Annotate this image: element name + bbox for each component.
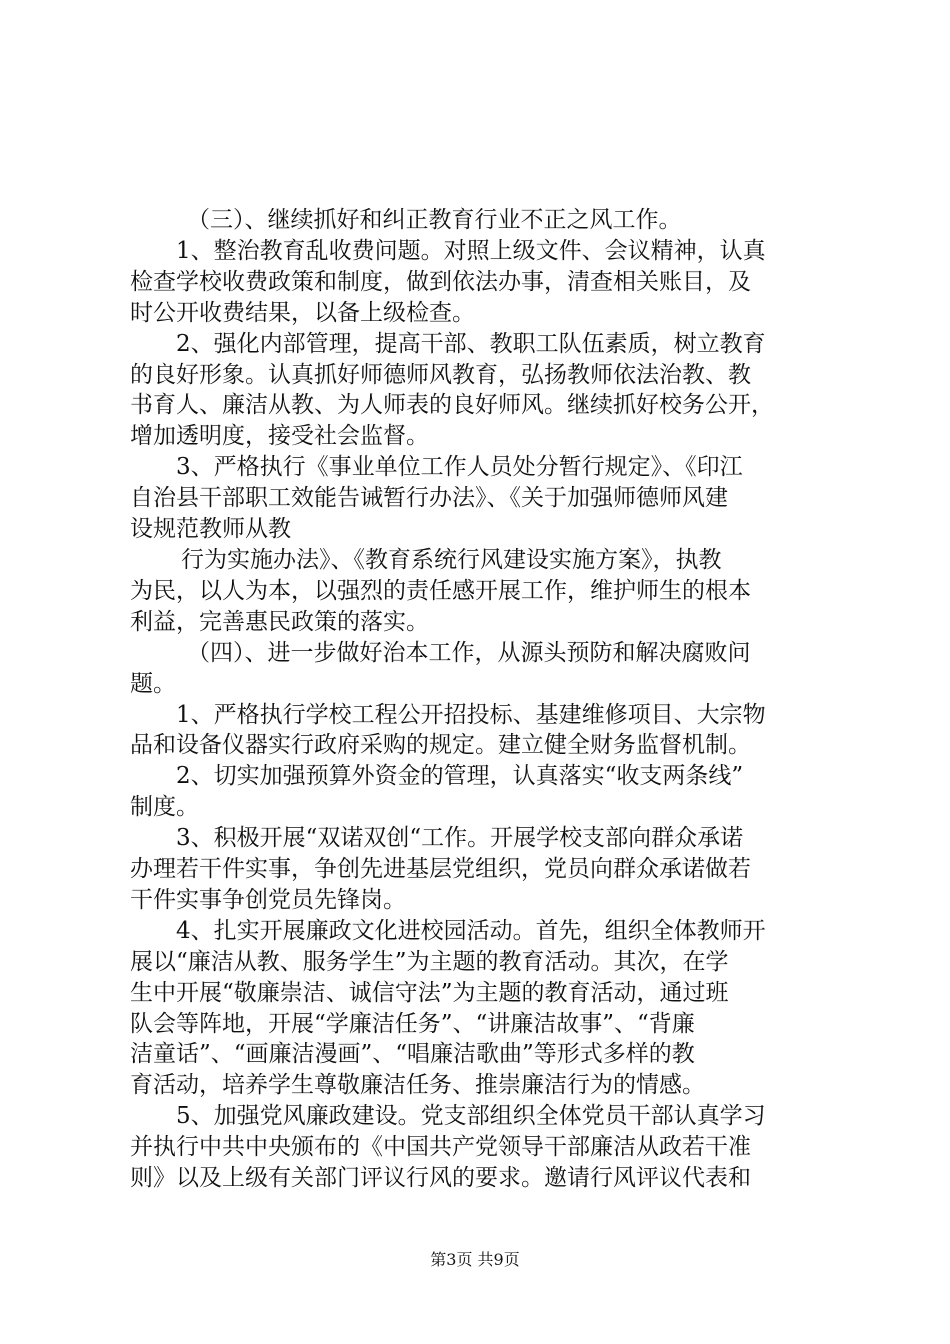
paragraph-line: 1、整治教育乱收费问题。对照上级文件、会议精神，认真 — [176, 237, 766, 264]
document-body — [130, 205, 830, 1194]
paragraph-line: 题。 — [130, 670, 176, 697]
paragraph-line: 时公开收费结果，以备上级检查。 — [130, 299, 475, 326]
paragraph-line: 品和设备仪器实行政府采购的规定。建立健全财务监督机制。 — [130, 732, 751, 759]
page-number-footer: 第3页 共9页 — [430, 1250, 520, 1269]
paragraph-line: 为民，以人为本，以强烈的责任感开展工作，维护师生的根本 — [130, 577, 751, 604]
paragraph-line: 3、积极开展“双诺双创“工作。开展学校支部向群众承诺 — [176, 825, 744, 852]
paragraph-line: 队会等阵地，开展“学廉洁任务”、“讲廉洁故事”、“背廉 — [130, 1010, 695, 1037]
paragraph-line: 设规范教师从教 — [130, 516, 291, 543]
section-heading-3: （三）、继续抓好和纠正教育行业不正之风工作。 — [187, 207, 682, 233]
paragraph-line: 育活动，培养学生尊敬廉洁任务、推崇廉洁行为的情感。 — [130, 1072, 705, 1099]
paragraph-line: 书育人、廉洁从教、为人师表的良好师风。继续抓好校务公开， — [130, 392, 774, 419]
paragraph-line: 并执行中共中央颁布的《中国共产党领导干部廉洁从政若干准 — [130, 1134, 751, 1161]
paragraph-line: 4、扎实开展廉政文化进校园活动。首先，组织全体教师开 — [176, 917, 766, 944]
paragraph-line: 2、强化内部管理，提高干部、教职工队伍素质，树立教育 — [176, 330, 766, 357]
paragraph-line: 洁童话”、“画廉洁漫画”、“唱廉洁歌曲”等形式多样的教 — [130, 1041, 695, 1068]
paragraph-line: 检查学校收费政策和制度，做到依法办事，清查相关账目，及 — [130, 268, 751, 295]
paragraph-line: 自治县干部职工效能告诫暂行办法》、《关于加强师德师风建 — [130, 485, 728, 512]
paragraph-line: 1、严格执行学校工程公开招投标、基建维修项目、大宗物 — [176, 701, 766, 728]
paragraph-line: 3、严格执行《事业单位工作人员处分暂行规定》、《印江 — [176, 454, 743, 481]
paragraph-line: 增加透明度，接受社会监督。 — [130, 423, 429, 450]
paragraph-line: 则》以及上级有关部门评议行风的要求。邀请行风评议代表和 — [130, 1165, 751, 1192]
paragraph-line: 利益，完善惠民政策的落实。 — [130, 608, 429, 635]
paragraph-line: 的良好形象。认真抓好师德师风教育，弘扬教师依法治教、教 — [130, 361, 751, 388]
paragraph-line: 干件实事争创党员先锋岗。 — [130, 886, 406, 913]
paragraph-line: 2、切实加强预算外资金的管理，认真落实“收支两条线” — [176, 763, 744, 790]
paragraph-line: 5、加强党风廉政建设。党支部组织全体党员干部认真学习 — [176, 1103, 766, 1130]
paragraph-line: 行为实施办法》、《教育系统行风建设实施方案》，执教 — [181, 546, 722, 573]
section-heading-4: （四）、进一步做好治本工作，从源头预防和解决腐败问 — [187, 639, 751, 666]
paragraph-line: 生中开展“敬廉崇洁、诚信守法”为主题的教育活动，通过班 — [130, 979, 729, 1006]
paragraph-line: 办理若干件实事，争创先进基层党组织，党员向群众承诺做若 — [130, 856, 751, 883]
paragraph-line: 制度。 — [130, 794, 199, 821]
paragraph-line: 展以“廉洁从教、服务学生”为主题的教育活动。其次，在学 — [130, 948, 729, 975]
